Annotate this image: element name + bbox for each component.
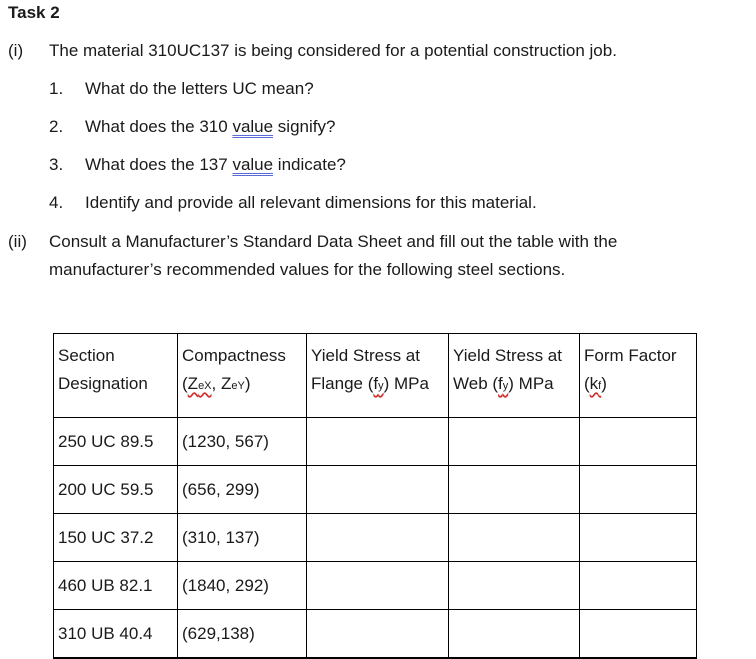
- question-4-number: 4.: [49, 193, 64, 212]
- header-yield-stress-web: Yield Stress at Web (fy) MPa: [449, 334, 580, 418]
- cell-section: 460 UB 82.1: [54, 562, 178, 610]
- table-row: [54, 610, 697, 659]
- cell-compactness: (1840, 292): [178, 562, 307, 610]
- cell-form-factor[interactable]: [580, 418, 697, 466]
- question-4-text: Identify and provide all relevant dimensions for this material.: [85, 193, 537, 212]
- cell-section: 310 UB 40.4: [54, 610, 178, 659]
- part-ii-line-2: manufacturer’s recommended values for the following steel sections.: [49, 260, 566, 279]
- header-form-factor: Form Factor (kf): [580, 334, 697, 418]
- table-row: [54, 514, 697, 562]
- question-2-number: 2.: [49, 117, 64, 136]
- cell-yield-web[interactable]: [449, 466, 580, 514]
- cell-compactness: (656, 299): [178, 466, 307, 514]
- part-ii-line-1: Consult a Manufacturer’s Standard Data Sheet and fill out the table with the: [49, 232, 618, 251]
- cell-yield-web[interactable]: [449, 418, 580, 466]
- header-section-designation: Section Designation: [54, 334, 178, 418]
- cell-yield-flange[interactable]: [307, 514, 449, 562]
- cell-yield-flange[interactable]: [307, 418, 449, 466]
- cell-compactness: (310, 137): [178, 514, 307, 562]
- part-i-label: (i): [8, 41, 24, 60]
- cell-section: 250 UC 89.5: [54, 418, 178, 466]
- cell-yield-flange[interactable]: [307, 466, 449, 514]
- question-3-text: What does the 137 value indicate?: [85, 155, 346, 174]
- table-row: [54, 418, 697, 466]
- cell-form-factor[interactable]: [580, 562, 697, 610]
- question-1-text: What do the letters UC mean?: [85, 79, 314, 98]
- header-yield-stress-flange: Yield Stress at Flange (fy) MPa: [307, 334, 449, 418]
- cell-compactness: (1230, 567): [178, 418, 307, 466]
- question-2-text: What does the 310 value signify?: [85, 117, 336, 136]
- cell-form-factor[interactable]: [580, 514, 697, 562]
- cell-compactness: (629,138): [178, 610, 307, 659]
- cell-yield-flange[interactable]: [307, 562, 449, 610]
- table-row: [54, 562, 697, 610]
- cell-form-factor[interactable]: [580, 610, 697, 659]
- part-i-text: The material 310UC137 is being considered for a potential construction job.: [49, 41, 617, 60]
- cell-yield-web[interactable]: [449, 514, 580, 562]
- cell-yield-web[interactable]: [449, 610, 580, 659]
- header-compactness: Compactness (ZeX, ZeY): [178, 334, 307, 418]
- cell-section: 200 UC 59.5: [54, 466, 178, 514]
- cell-section: 150 UC 37.2: [54, 514, 178, 562]
- table-header-row: [54, 334, 697, 418]
- task-title: Task 2: [8, 3, 60, 22]
- steel-sections-table: [53, 333, 697, 659]
- cell-yield-web[interactable]: [449, 562, 580, 610]
- part-ii-label: (ii): [8, 232, 27, 251]
- table-row: [54, 466, 697, 514]
- cell-form-factor[interactable]: [580, 466, 697, 514]
- question-3-number: 3.: [49, 155, 64, 174]
- question-1-number: 1.: [49, 79, 64, 98]
- cell-yield-flange[interactable]: [307, 610, 449, 659]
